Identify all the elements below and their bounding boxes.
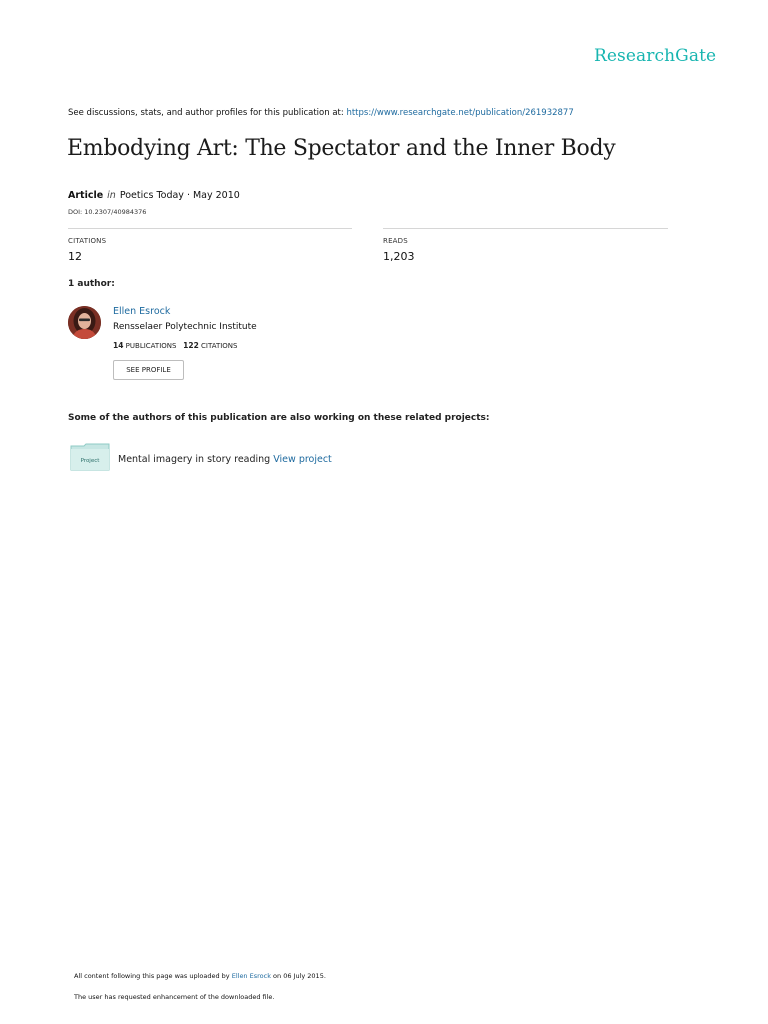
researchgate-logo[interactable]: ResearchGate — [594, 46, 717, 66]
publication-type: Article — [68, 190, 104, 201]
doi: DOI: 10.2307/40984376 — [68, 208, 147, 216]
enhancement-note: The user has requested enhancement of the downloaded file. — [74, 993, 275, 1001]
project-title: Mental imagery in story reading — [118, 454, 271, 465]
author-citations-label: CITATIONS — [201, 342, 238, 350]
author-publications-count: 14 — [113, 341, 124, 350]
publication-title: Embodying Art: The Spectator and the Inner Body — [67, 136, 616, 161]
divider-citations — [68, 228, 352, 229]
author-publications-label: PUBLICATIONS — [125, 342, 177, 350]
publication-meta — [68, 190, 240, 201]
avatar-portrait-icon — [68, 306, 101, 339]
authors-heading: 1 author: — [68, 279, 115, 289]
in-label: in — [107, 190, 116, 201]
uploader-link[interactable]: Ellen Esrock — [231, 972, 271, 980]
upload-note — [74, 972, 326, 980]
author-name-link[interactable]: Ellen Esrock — [113, 306, 171, 317]
reads-label: READS — [383, 237, 408, 245]
publication-url-link[interactable]: https://www.researchgate.net/publication/261932877 — [346, 108, 574, 118]
citations-label: CITATIONS — [68, 237, 107, 245]
upload-prefix: All content following this page was uploaded by — [74, 972, 232, 980]
divider-reads — [383, 228, 668, 229]
author-citations-count: 122 — [183, 341, 199, 350]
discussion-line — [68, 108, 574, 118]
author-stats — [113, 341, 238, 350]
view-project-link[interactable]: View project — [273, 454, 332, 465]
author-avatar[interactable] — [68, 306, 101, 339]
journal-date: Poetics Today · May 2010 — [119, 190, 240, 201]
author-institution: Rensselaer Polytechnic Institute — [113, 322, 257, 332]
related-projects-heading: Some of the authors of this publication are also working on these related projects: — [68, 413, 490, 423]
citations-value: 12 — [68, 250, 82, 263]
project-icon-label: Project — [80, 458, 100, 464]
upload-suffix: on 06 July 2015. — [270, 972, 326, 980]
discussion-prefix: See discussions, stats, and author profiles for this publication at: — [68, 108, 347, 118]
reads-value: 1,203 — [383, 250, 415, 263]
project-item — [118, 454, 332, 465]
see-profile-button[interactable]: SEE PROFILE — [113, 360, 184, 380]
project-folder-icon — [70, 443, 110, 471]
